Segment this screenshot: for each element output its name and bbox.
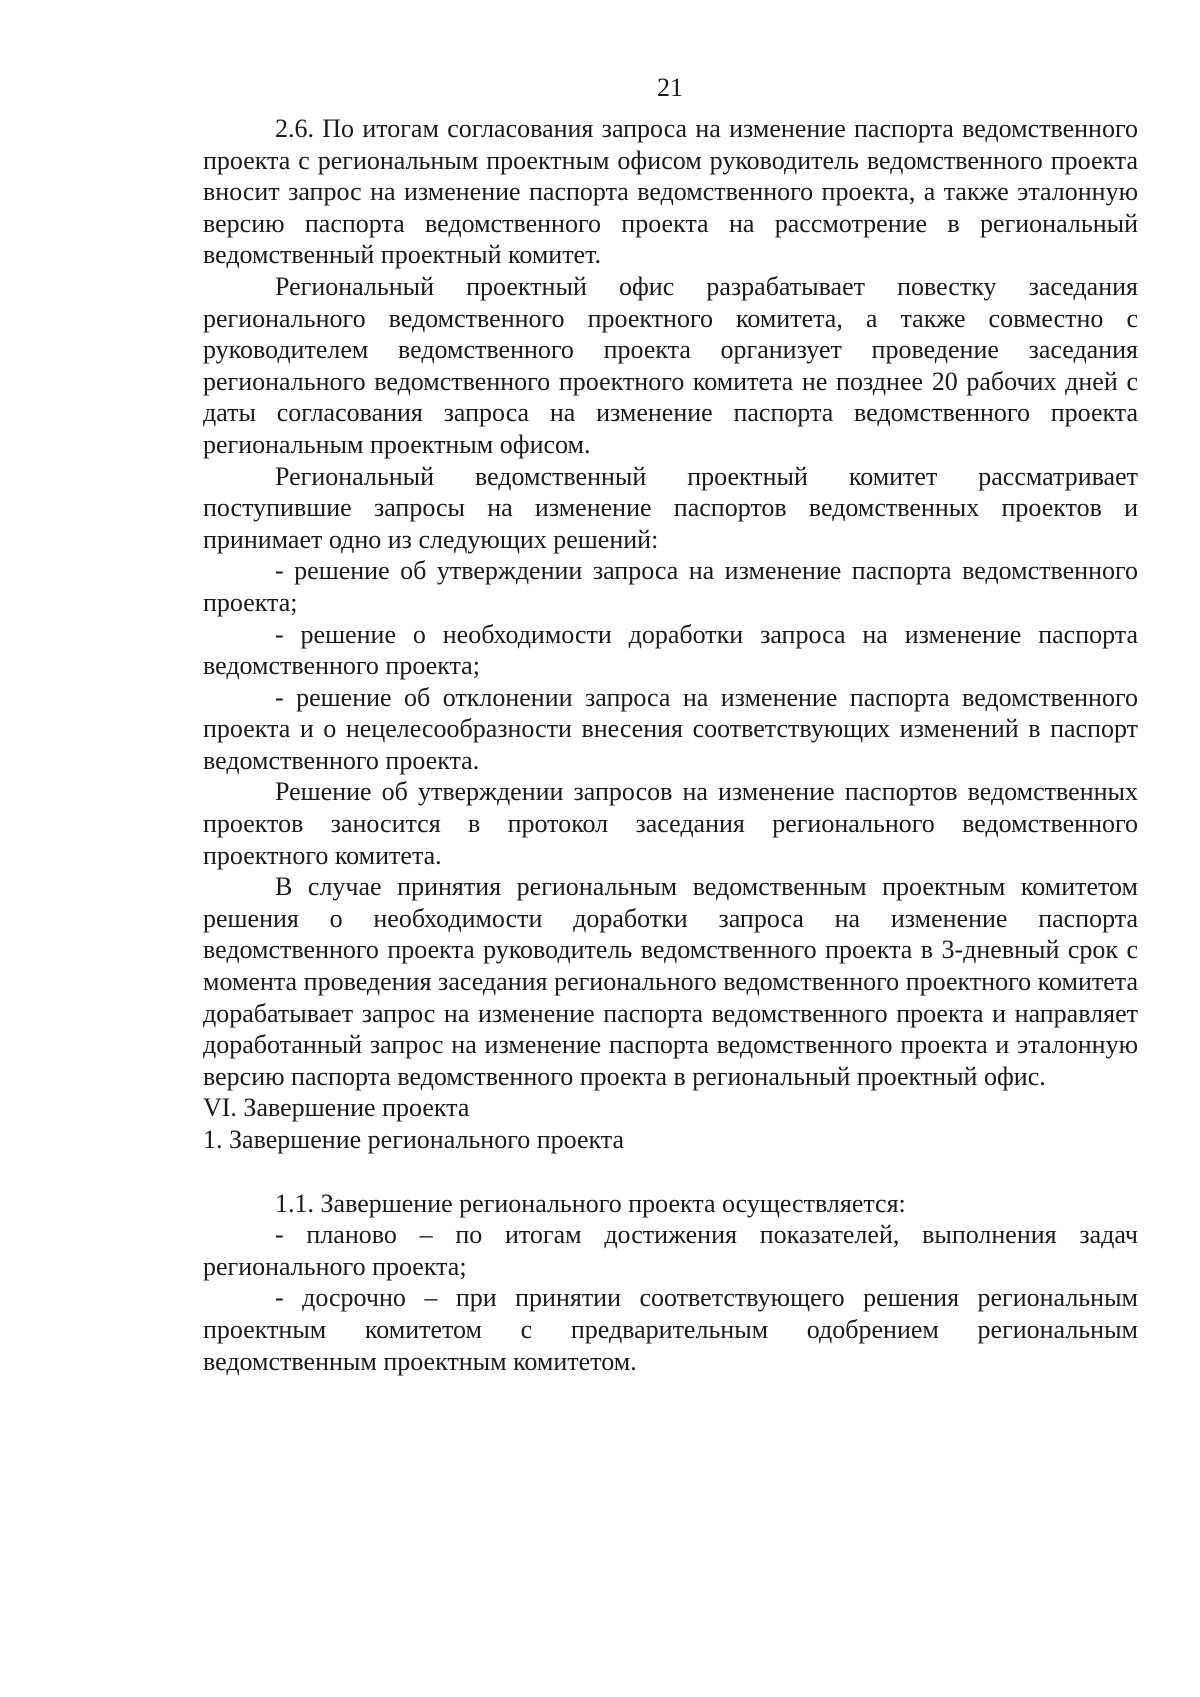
subsection-heading: 1. Завершение регионального проекта [203,1125,625,1154]
paragraph: Региональный ведомственный проектный комитет рассматривает поступившие запросы на изменение паспортов ведомственных проектов и принимает одно из следующих решений: [203,461,1138,554]
paragraph: 2.6. По итогам согласования запроса на изменение паспорта ведомственного проекта с региональным проектным офисом руководитель ведомственного проекта вносит запрос на изменение паспорта ведомственного проекта, а также эталонную версию паспорта ведомственного проекта на рассмотрение в региональный ведомственный проектный комитет. [203,114,1138,270]
paragraph: 1.1. Завершение регионального проекта осуществляется: [275,1188,906,1218]
paragraph: Региональный проектный офис разрабатывает повестку заседания регионального ведомственного проектного комитета, а также совместно с руководителем ведомственного проекта организует проведение заседания регионального ведомственного проектного комитета не позднее 20 рабочих дней с даты согласования запроса на изменение паспорта ведомственного проекта региональным проектным офисом. [203,271,1138,459]
section-heading: VI. Завершение проекта [203,1093,470,1123]
paragraph: Решение об утверждении запросов на изменение паспортов ведомственных проектов заносится в протокол заседания регионального ведомственного проектного комитета. [203,777,1138,870]
paragraph: В случае принятия региональным ведомственным проектным комитетом решения о необходимости доработки запроса на изменение паспорта ведомственного проекта руководитель ведомственного проекта в 3-дневный срок с момента проведения заседания регионального ведомственного проектного комитета дорабатывает запрос на изменение паспорта ведомственного проекта и направляет доработанный запрос на изменение паспорта ведомственного проекта и эталонную версию паспорта ведомственного проекта в региональный проектный офис. [203,872,1138,1091]
list-item: - решение об отклонении запроса на изменение паспорта ведомственного проекта и о нецелесообразности внесения соответствующих изменений в паспорт ведомственного проекта. [203,682,1138,775]
list-item: - решение об утверждении запроса на изменение паспорта ведомственного проекта; [203,556,1138,617]
document-body [203,113,1138,1377]
list-item: - планово – по итогам достижения показателей, выполнения задач регионального проекта; [203,1220,1138,1281]
list-item: - досрочно – при принятии соответствующего решения региональным проектным комитетом с предварительным одобрением региональным ведомственным проектным комитетом. [203,1283,1138,1376]
list-item: - решение о необходимости доработки запроса на изменение паспорта ведомственного проекта; [203,619,1138,681]
page-number: 21 [657,73,683,102]
